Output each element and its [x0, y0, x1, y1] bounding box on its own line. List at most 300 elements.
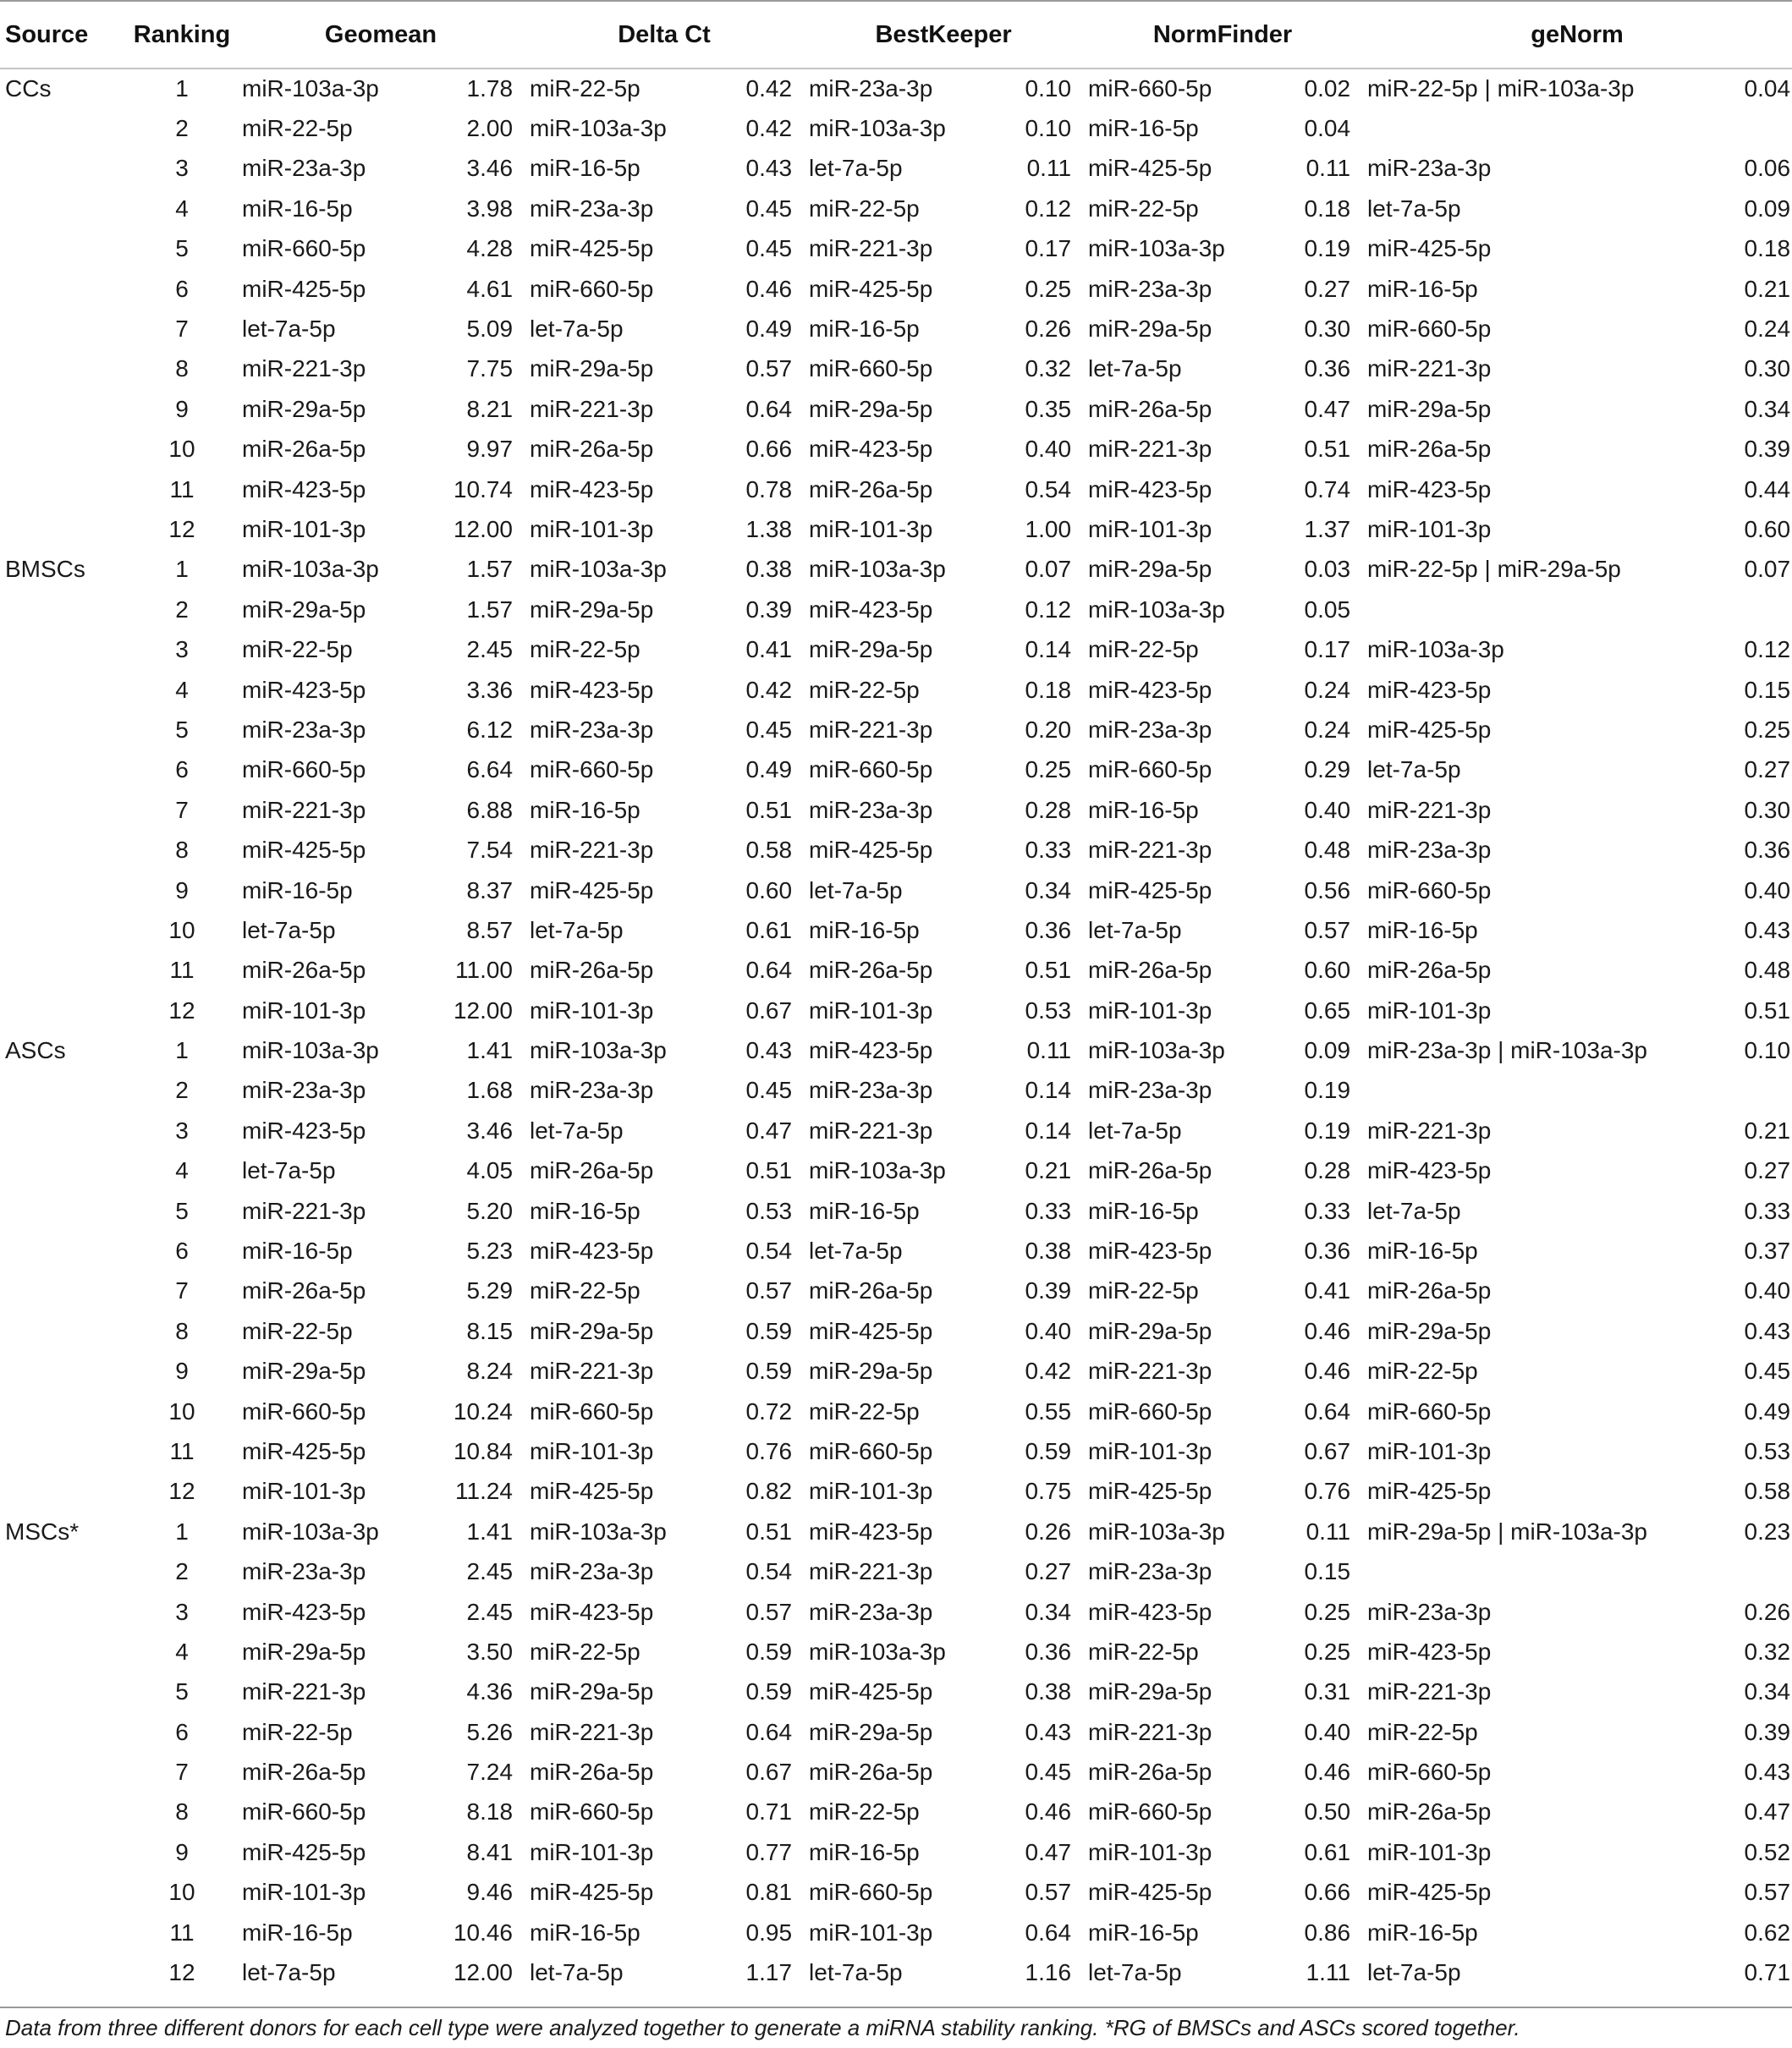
genorm-value-cell: 0.15	[1744, 676, 1791, 703]
bestkeeper-mirna-cell: let-7a-5p	[809, 876, 903, 903]
source-cell	[0, 670, 127, 710]
bestkeeper-mirna-cell: miR-660-5p	[809, 355, 933, 382]
delta-ct-mirna-cell: miR-425-5p	[530, 1879, 654, 1906]
normfinder-value-cell: 0.05	[1304, 596, 1351, 623]
geomean-mirna-cell: miR-22-5p	[242, 1317, 353, 1344]
source-cell	[0, 108, 127, 148]
delta-ct-value-cell: 0.67	[745, 1759, 793, 1786]
source-cell	[0, 830, 127, 870]
normfinder-mirna-cell: miR-221-3p	[1088, 1718, 1212, 1745]
genorm-value-cell: 0.43	[1744, 1759, 1791, 1786]
genorm-value-cell: 0.09	[1744, 195, 1791, 222]
genorm-mirna-cell: miR-425-5p	[1367, 1478, 1492, 1505]
genorm-value-cell: 0.39	[1744, 436, 1791, 463]
source-cell: CCs	[5, 75, 52, 102]
table-row	[0, 1271, 1792, 1311]
delta-ct-value-cell: 0.47	[745, 1117, 793, 1144]
source-cell	[0, 590, 127, 629]
normfinder-value-cell: 0.02	[1304, 75, 1351, 102]
normfinder-value-cell: 0.29	[1304, 756, 1351, 783]
geomean-mirna-cell: miR-103a-3p	[242, 1037, 379, 1064]
source-cell	[0, 1793, 127, 1832]
normfinder-value-cell: 0.03	[1304, 556, 1351, 583]
ranking-cell: 2	[175, 1077, 189, 1104]
normfinder-value-cell: 0.61	[1304, 1838, 1351, 1865]
bestkeeper-value-cell: 0.40	[1025, 1317, 1072, 1344]
bestkeeper-mirna-cell: miR-26a-5p	[809, 957, 933, 984]
geomean-mirna-cell: miR-423-5p	[242, 475, 366, 502]
delta-ct-value-cell: 0.60	[745, 876, 793, 903]
ranking-cell: 10	[168, 1879, 195, 1906]
table-row	[0, 149, 1792, 189]
bestkeeper-value-cell: 0.59	[1025, 1437, 1072, 1464]
table-row	[0, 389, 1792, 429]
genorm-mirna-cell: miR-26a-5p	[1367, 957, 1492, 984]
delta-ct-mirna-cell: miR-16-5p	[530, 1197, 640, 1224]
bestkeeper-mirna-cell: miR-16-5p	[809, 916, 920, 943]
geomean-value-cell: 1.41	[466, 1037, 514, 1064]
table-body	[0, 69, 1792, 1993]
ranking-cell: 11	[169, 957, 195, 984]
bestkeeper-value-cell: 0.10	[1025, 75, 1072, 102]
normfinder-mirna-cell: miR-23a-3p	[1088, 275, 1212, 302]
delta-ct-mirna-cell: miR-22-5p	[530, 636, 640, 663]
source-cell	[0, 229, 127, 269]
delta-ct-mirna-cell: miR-101-3p	[530, 1838, 654, 1865]
bestkeeper-mirna-cell: miR-26a-5p	[809, 1759, 933, 1786]
genorm-mirna-cell: miR-23a-3p	[1367, 155, 1492, 182]
bestkeeper-mirna-cell: miR-16-5p	[809, 1197, 920, 1224]
bestkeeper-value-cell: 0.43	[1025, 1718, 1072, 1745]
source-cell	[0, 1752, 127, 1792]
normfinder-value-cell: 0.46	[1304, 1358, 1351, 1385]
bestkeeper-value-cell: 0.39	[1025, 1277, 1072, 1304]
genorm-mirna-cell: miR-29a-5p	[1367, 1317, 1492, 1344]
bestkeeper-value-cell: 0.40	[1025, 436, 1072, 463]
delta-ct-value-cell: 0.67	[745, 997, 793, 1024]
genorm-mirna-cell: miR-101-3p	[1367, 515, 1492, 542]
delta-ct-value-cell: 0.43	[745, 1037, 793, 1064]
source-cell	[0, 1913, 127, 1952]
normfinder-value-cell: 1.37	[1304, 515, 1351, 542]
delta-ct-value-cell: 0.72	[745, 1397, 793, 1425]
bestkeeper-value-cell: 0.25	[1025, 275, 1072, 302]
geomean-value-cell: 10.24	[453, 1397, 514, 1425]
ranking-cell: 6	[175, 756, 189, 783]
geomean-value-cell: 6.12	[466, 716, 514, 743]
header-row	[0, 1, 1792, 69]
bestkeeper-mirna-cell: miR-23a-3p	[809, 75, 933, 102]
genorm-value-cell: 0.06	[1744, 155, 1791, 182]
geomean-value-cell: 8.37	[466, 876, 514, 903]
delta-ct-mirna-cell: miR-22-5p	[530, 1638, 640, 1665]
bestkeeper-mirna-cell: miR-16-5p	[809, 1838, 920, 1865]
genorm-mirna-cell: miR-423-5p	[1367, 1638, 1492, 1665]
normfinder-mirna-cell: miR-16-5p	[1088, 115, 1199, 142]
ranking-cell: 8	[175, 837, 189, 864]
geomean-value-cell: 4.61	[466, 275, 514, 302]
ranking-cell: 9	[175, 1838, 189, 1865]
delta-ct-mirna-cell: miR-26a-5p	[530, 436, 654, 463]
geomean-mirna-cell: miR-221-3p	[242, 1197, 366, 1224]
bestkeeper-value-cell: 0.42	[1025, 1358, 1072, 1385]
geomean-mirna-cell: miR-29a-5p	[242, 1358, 366, 1385]
normfinder-mirna-cell: miR-29a-5p	[1088, 556, 1212, 583]
geomean-value-cell: 11.00	[455, 957, 514, 984]
source-cell	[0, 1632, 127, 1672]
bestkeeper-mirna-cell: miR-423-5p	[809, 596, 933, 623]
normfinder-mirna-cell: miR-221-3p	[1088, 436, 1212, 463]
bestkeeper-mirna-cell: miR-103a-3p	[809, 1638, 946, 1665]
geomean-mirna-cell: miR-101-3p	[242, 1478, 366, 1505]
genorm-mirna-cell: miR-425-5p	[1367, 716, 1492, 743]
source-cell	[0, 1952, 127, 1992]
table-row	[0, 1512, 1792, 1551]
bestkeeper-value-cell: 0.14	[1025, 1077, 1072, 1104]
delta-ct-value-cell: 0.45	[745, 1077, 793, 1104]
normfinder-value-cell: 0.51	[1304, 436, 1351, 463]
bestkeeper-value-cell: 0.21	[1025, 1157, 1072, 1184]
normfinder-mirna-cell: miR-101-3p	[1088, 515, 1212, 542]
normfinder-value-cell: 0.41	[1304, 1277, 1351, 1304]
genorm-mirna-cell: miR-221-3p	[1367, 1678, 1492, 1705]
delta-ct-value-cell: 0.54	[745, 1558, 793, 1585]
source-cell	[0, 430, 127, 469]
ranking-cell: 11	[169, 1437, 195, 1464]
genorm-value-cell: 0.47	[1744, 1798, 1791, 1826]
genorm-mirna-cell: let-7a-5p	[1367, 1197, 1461, 1224]
normfinder-value-cell: 0.28	[1304, 1157, 1351, 1184]
delta-ct-mirna-cell: miR-23a-3p	[530, 195, 654, 222]
geomean-value-cell: 6.88	[466, 796, 514, 823]
delta-ct-value-cell: 0.57	[745, 1598, 793, 1625]
delta-ct-value-cell: 0.38	[745, 556, 793, 583]
delta-ct-value-cell: 0.42	[745, 75, 793, 102]
table-row	[0, 309, 1792, 349]
genorm-value-cell: 0.34	[1744, 1678, 1791, 1705]
delta-ct-value-cell: 0.57	[745, 355, 793, 382]
source-cell	[0, 1352, 127, 1392]
delta-ct-value-cell: 1.38	[745, 515, 793, 542]
bestkeeper-value-cell: 0.35	[1025, 395, 1072, 422]
delta-ct-value-cell: 0.43	[745, 155, 793, 182]
source-cell	[0, 1311, 127, 1351]
normfinder-mirna-cell: miR-660-5p	[1088, 756, 1212, 783]
geomean-value-cell: 1.57	[466, 556, 514, 583]
normfinder-mirna-cell: miR-22-5p	[1088, 1638, 1199, 1665]
bestkeeper-mirna-cell: miR-23a-3p	[809, 796, 933, 823]
delta-ct-mirna-cell: miR-103a-3p	[530, 115, 667, 142]
table-row	[0, 69, 1792, 108]
genorm-value-cell: 0.40	[1744, 1277, 1791, 1304]
source-cell	[0, 1472, 127, 1512]
genorm-mirna-cell: let-7a-5p	[1367, 756, 1461, 783]
genorm-value-cell: 0.18	[1744, 235, 1791, 262]
normfinder-value-cell: 0.60	[1304, 957, 1351, 984]
geomean-mirna-cell: miR-23a-3p	[242, 1077, 366, 1104]
delta-ct-mirna-cell: miR-29a-5p	[530, 1317, 654, 1344]
geomean-value-cell: 5.26	[466, 1718, 514, 1745]
source-cell	[0, 509, 127, 549]
table-row	[0, 750, 1792, 790]
delta-ct-mirna-cell: miR-423-5p	[530, 1238, 654, 1265]
normfinder-value-cell: 0.57	[1304, 916, 1351, 943]
ranking-cell: 12	[168, 997, 195, 1024]
table-row	[0, 1111, 1792, 1150]
table-row	[0, 1191, 1792, 1231]
genorm-value-cell: 0.27	[1744, 756, 1791, 783]
geomean-value-cell: 8.21	[466, 395, 514, 422]
normfinder-value-cell: 0.46	[1304, 1759, 1351, 1786]
delta-ct-mirna-cell: miR-103a-3p	[530, 556, 667, 583]
delta-ct-value-cell: 0.53	[745, 1197, 793, 1224]
normfinder-value-cell: 1.11	[1306, 1959, 1351, 1986]
delta-ct-value-cell: 0.45	[745, 195, 793, 222]
genorm-value-cell: 0.48	[1744, 957, 1791, 984]
bestkeeper-value-cell: 0.45	[1025, 1759, 1072, 1786]
delta-ct-mirna-cell: miR-29a-5p	[530, 355, 654, 382]
delta-ct-value-cell: 0.76	[745, 1437, 793, 1464]
table-row	[0, 1672, 1792, 1712]
geomean-mirna-cell: miR-103a-3p	[242, 1518, 379, 1545]
ranking-cell: 4	[175, 195, 189, 222]
geomean-value-cell: 10.46	[453, 1919, 514, 1946]
table-footnote: Data from three different donors for each cell type were analyzed together to generate a miRNA stability ranking. *RG of BMSCs and ASCs scored together.	[5, 2015, 1520, 2040]
geomean-mirna-cell: miR-221-3p	[242, 796, 366, 823]
geomean-value-cell: 4.05	[466, 1157, 514, 1184]
geomean-value-cell: 11.24	[455, 1478, 514, 1505]
table-row	[0, 1151, 1792, 1191]
table-row	[0, 229, 1792, 269]
table-row	[0, 991, 1792, 1030]
normfinder-mirna-cell: miR-22-5p	[1088, 1277, 1199, 1304]
normfinder-mirna-cell: miR-221-3p	[1088, 1358, 1212, 1385]
ranking-cell: 6	[175, 275, 189, 302]
genorm-mirna-cell: miR-221-3p	[1367, 1117, 1492, 1144]
geomean-value-cell: 2.00	[466, 115, 514, 142]
bestkeeper-value-cell: 0.12	[1025, 195, 1072, 222]
normfinder-value-cell: 0.74	[1304, 475, 1351, 502]
normfinder-mirna-cell: miR-26a-5p	[1088, 957, 1212, 984]
source-cell	[0, 1231, 127, 1271]
delta-ct-value-cell: 1.17	[745, 1959, 793, 1986]
bestkeeper-value-cell: 1.00	[1025, 515, 1072, 542]
genorm-value-cell: 0.40	[1744, 876, 1791, 903]
genorm-value-cell: 0.21	[1744, 1117, 1791, 1144]
table-row	[0, 790, 1792, 830]
table-row	[0, 1873, 1792, 1913]
geomean-value-cell: 8.57	[466, 916, 514, 943]
normfinder-value-cell: 0.11	[1306, 155, 1351, 182]
delta-ct-mirna-cell: let-7a-5p	[530, 316, 624, 343]
genorm-mirna-cell: miR-101-3p	[1367, 997, 1492, 1024]
geomean-mirna-cell: miR-23a-3p	[242, 716, 366, 743]
table-row	[0, 1472, 1792, 1512]
ranking-cell: 7	[175, 796, 189, 823]
normfinder-mirna-cell: miR-29a-5p	[1088, 1678, 1212, 1705]
normfinder-mirna-cell: miR-101-3p	[1088, 1437, 1212, 1464]
geomean-mirna-cell: miR-103a-3p	[242, 556, 379, 583]
normfinder-value-cell: 0.24	[1304, 676, 1351, 703]
geomean-value-cell: 5.09	[466, 316, 514, 343]
ranking-cell: 4	[175, 1638, 189, 1665]
normfinder-mirna-cell: miR-423-5p	[1088, 1598, 1212, 1625]
bestkeeper-mirna-cell: miR-221-3p	[809, 1558, 933, 1585]
genorm-value-cell: 0.25	[1744, 716, 1791, 743]
geomean-mirna-cell: let-7a-5p	[242, 1959, 336, 1986]
genorm-value-cell	[1689, 108, 1792, 148]
normfinder-value-cell: 0.66	[1304, 1879, 1351, 1906]
normfinder-value-cell: 0.56	[1304, 876, 1351, 903]
geomean-mirna-cell: miR-425-5p	[242, 275, 366, 302]
bestkeeper-value-cell: 0.10	[1025, 115, 1072, 142]
genorm-mirna-cell: miR-423-5p	[1367, 676, 1492, 703]
delta-ct-value-cell: 0.54	[745, 1238, 793, 1265]
normfinder-value-cell: 0.33	[1304, 1197, 1351, 1224]
table-row	[0, 710, 1792, 749]
table-row	[0, 269, 1792, 309]
delta-ct-value-cell: 0.59	[745, 1317, 793, 1344]
delta-ct-value-cell: 0.49	[745, 756, 793, 783]
bestkeeper-mirna-cell: miR-23a-3p	[809, 1598, 933, 1625]
genorm-value-cell: 0.53	[1744, 1437, 1791, 1464]
normfinder-value-cell: 0.64	[1304, 1397, 1351, 1425]
normfinder-value-cell: 0.19	[1304, 1077, 1351, 1104]
genorm-mirna-cell: miR-29a-5p	[1367, 395, 1492, 422]
genorm-value-cell: 0.44	[1744, 475, 1791, 502]
bestkeeper-mirna-cell: miR-101-3p	[809, 997, 933, 1024]
genorm-value-cell: 0.24	[1744, 316, 1791, 343]
geomean-value-cell: 10.84	[453, 1437, 514, 1464]
ranking-cell: 6	[175, 1238, 189, 1265]
normfinder-mirna-cell: miR-22-5p	[1088, 636, 1199, 663]
delta-ct-mirna-cell: miR-26a-5p	[530, 1759, 654, 1786]
bestkeeper-value-cell: 0.34	[1025, 1598, 1072, 1625]
ranking-cell: 3	[175, 155, 189, 182]
delta-ct-value-cell: 0.61	[745, 916, 793, 943]
geomean-mirna-cell: miR-660-5p	[242, 756, 366, 783]
delta-ct-mirna-cell: miR-221-3p	[530, 1718, 654, 1745]
normfinder-mirna-cell: miR-425-5p	[1088, 155, 1212, 182]
normfinder-mirna-cell: miR-26a-5p	[1088, 395, 1212, 422]
delta-ct-value-cell: 0.42	[745, 676, 793, 703]
bestkeeper-value-cell: 0.26	[1025, 1518, 1072, 1545]
bestkeeper-mirna-cell: miR-101-3p	[809, 1478, 933, 1505]
normfinder-value-cell: 0.36	[1304, 1238, 1351, 1265]
delta-ct-mirna-cell: miR-26a-5p	[530, 1157, 654, 1184]
table-row	[0, 830, 1792, 870]
normfinder-mirna-cell: miR-101-3p	[1088, 997, 1212, 1024]
delta-ct-mirna-cell: let-7a-5p	[530, 1959, 624, 1986]
genorm-value-cell: 0.51	[1744, 997, 1791, 1024]
genorm-value-cell: 0.32	[1744, 1638, 1791, 1665]
genorm-value-cell: 0.33	[1744, 1197, 1791, 1224]
genorm-value-cell: 0.45	[1744, 1358, 1791, 1385]
bestkeeper-mirna-cell: miR-425-5p	[809, 837, 933, 864]
geomean-mirna-cell: miR-26a-5p	[242, 1759, 366, 1786]
bestkeeper-mirna-cell: miR-23a-3p	[809, 1077, 933, 1104]
source-cell	[0, 1832, 127, 1872]
genorm-mirna-cell: miR-16-5p	[1367, 916, 1478, 943]
geomean-value-cell: 8.15	[466, 1317, 514, 1344]
genorm-value-cell: 0.23	[1744, 1518, 1791, 1545]
source-cell	[0, 1151, 127, 1191]
genorm-mirna-cell: miR-22-5p	[1367, 1718, 1478, 1745]
table-row	[0, 1071, 1792, 1111]
genorm-mirna-cell: miR-660-5p	[1367, 1397, 1492, 1425]
bestkeeper-mirna-cell: miR-423-5p	[809, 436, 933, 463]
source-cell	[0, 629, 127, 669]
bestkeeper-mirna-cell: let-7a-5p	[809, 1959, 903, 1986]
source-cell	[0, 189, 127, 228]
table-row	[0, 349, 1792, 389]
delta-ct-mirna-cell: miR-22-5p	[530, 1277, 640, 1304]
normfinder-value-cell: 0.67	[1304, 1437, 1351, 1464]
source-cell	[0, 790, 127, 830]
geomean-mirna-cell: miR-101-3p	[242, 1879, 366, 1906]
geomean-value-cell: 8.18	[466, 1798, 514, 1826]
ranking-cell: 12	[168, 1478, 195, 1505]
normfinder-value-cell: 0.46	[1304, 1317, 1351, 1344]
geomean-value-cell: 1.78	[466, 75, 514, 102]
delta-ct-mirna-cell: miR-221-3p	[530, 837, 654, 864]
normfinder-value-cell: 0.17	[1304, 636, 1351, 663]
delta-ct-value-cell: 0.58	[745, 837, 793, 864]
geomean-value-cell: 3.36	[466, 676, 514, 703]
bestkeeper-value-cell: 0.36	[1025, 1638, 1072, 1665]
table-row	[0, 1431, 1792, 1471]
bestkeeper-value-cell: 0.57	[1025, 1879, 1072, 1906]
delta-ct-mirna-cell: miR-23a-3p	[530, 1558, 654, 1585]
source-cell	[0, 1271, 127, 1311]
ranking-cell: 9	[175, 876, 189, 903]
geomean-mirna-cell: miR-26a-5p	[242, 436, 366, 463]
bestkeeper-mirna-cell: miR-423-5p	[809, 1518, 933, 1545]
bestkeeper-mirna-cell: miR-22-5p	[809, 1397, 920, 1425]
bestkeeper-value-cell: 0.33	[1025, 1197, 1072, 1224]
normfinder-value-cell: 0.30	[1304, 316, 1351, 343]
geomean-mirna-cell: miR-103a-3p	[242, 75, 379, 102]
geomean-mirna-cell: miR-29a-5p	[242, 596, 366, 623]
normfinder-mirna-cell: miR-23a-3p	[1088, 716, 1212, 743]
source-cell	[0, 1071, 127, 1111]
genorm-value-cell	[1689, 1071, 1792, 1111]
source-cell	[0, 1672, 127, 1712]
normfinder-mirna-cell: miR-425-5p	[1088, 1879, 1212, 1906]
delta-ct-mirna-cell: miR-26a-5p	[530, 957, 654, 984]
normfinder-mirna-cell: miR-660-5p	[1088, 75, 1212, 102]
normfinder-value-cell: 0.25	[1304, 1638, 1351, 1665]
bestkeeper-mirna-cell: miR-22-5p	[809, 676, 920, 703]
geomean-mirna-cell: miR-23a-3p	[242, 155, 366, 182]
delta-ct-mirna-cell: let-7a-5p	[530, 916, 624, 943]
geomean-mirna-cell: miR-22-5p	[242, 636, 353, 663]
delta-ct-mirna-cell: miR-221-3p	[530, 395, 654, 422]
ranking-cell: 9	[175, 395, 189, 422]
delta-ct-value-cell: 0.41	[745, 636, 793, 663]
header-delta-ct: Delta Ct	[525, 1, 804, 69]
geomean-value-cell: 5.20	[466, 1197, 514, 1224]
normfinder-mirna-cell: miR-221-3p	[1088, 837, 1212, 864]
delta-ct-value-cell: 0.59	[745, 1678, 793, 1705]
source-cell	[0, 149, 127, 189]
geomean-value-cell: 9.97	[466, 436, 514, 463]
geomean-mirna-cell: miR-660-5p	[242, 235, 366, 262]
normfinder-value-cell: 0.50	[1304, 1798, 1351, 1826]
genorm-value-cell: 0.04	[1744, 75, 1791, 102]
delta-ct-value-cell: 0.39	[745, 596, 793, 623]
normfinder-value-cell: 0.09	[1304, 1037, 1351, 1064]
